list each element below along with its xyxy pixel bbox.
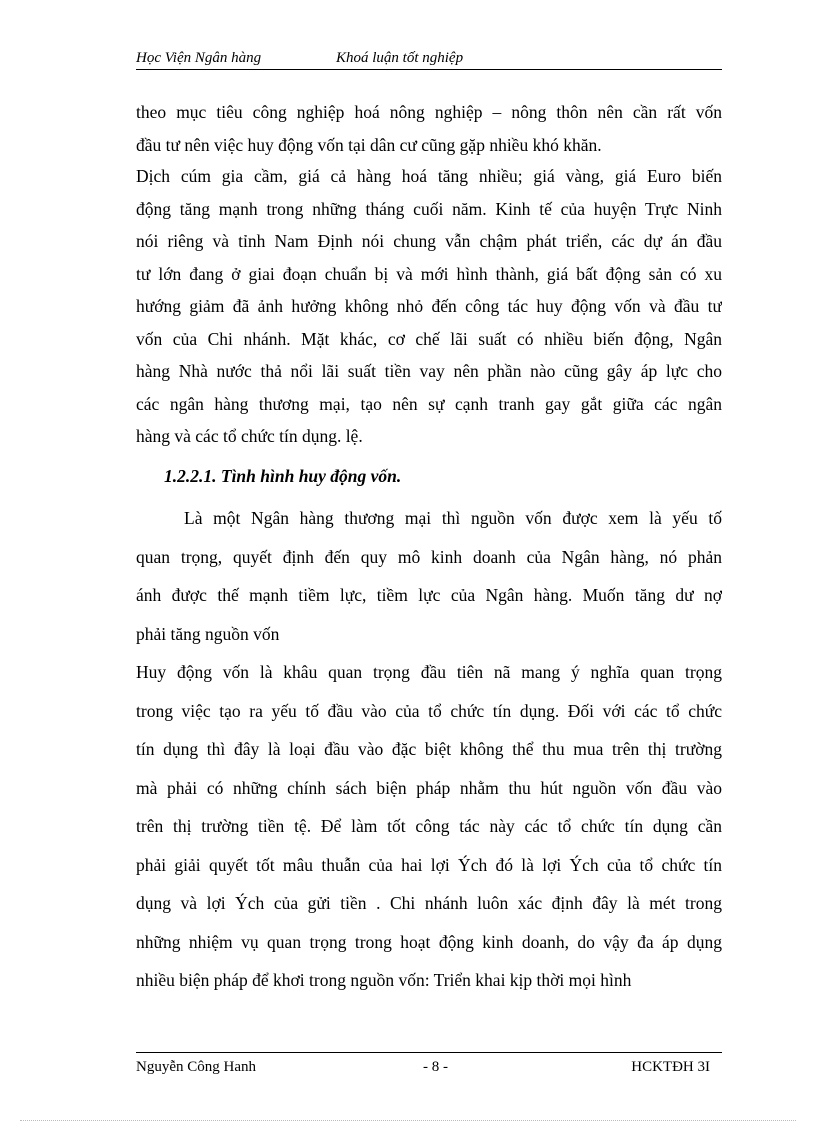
paragraph-line: phải tăng nguồn vốn [136,623,280,644]
paragraph-4 [136,653,722,1000]
paragraph-line: vốn của Chi nhánh. Mặt khác, cơ chế lãi suất có nhiều biến động, Ngân [136,328,722,349]
paragraph-3 [136,499,722,653]
section-heading: 1.2.2.1. Tình hình huy động vốn. [164,466,402,486]
page-bottom-divider [20,1120,796,1121]
paragraph-line: động tăng mạnh trong những tháng cuối năm. Kinh tế của huyện Trực Ninh [136,198,722,219]
paragraph-line: theo mục tiêu công nghiệp hoá nông nghiệp – nông thôn nên cần rất vốn [136,102,722,122]
paragraph-line: tư lớn đang ở giai đoạn chuẩn bị và mới hình thành, giá bất động sản có xu [136,263,722,284]
paragraph-line: hàng Nhà nước thả nổi lãi suất tiền vay nên phần nào cũng gây áp lực cho [136,361,722,381]
paragraph-line: Dịch cúm gia cầm, giá cả hàng hoá tăng nhiều; giá vàng, giá Euro biến [136,166,722,186]
paragraph-line: nhiều biện pháp để khơi trong nguồn vốn: Triển khai kịp thời mọi hình [136,970,632,990]
paragraph-line: quan trọng, quyết định đến quy mô kinh doanh của Ngân hàng, nó phản [136,546,722,567]
paragraph-line: những nhiệm vụ quan trọng trong hoạt động kinh doanh, do vậy đa áp dụng [136,931,722,952]
paragraph-line: phải giải quyết tốt mâu thuẫn của hai lợi Ých đó là lợi Ých của tổ chức tín [136,854,722,875]
paragraph-line: Là một Ngân hàng thương mại thì nguồn vốn được xem là yếu tố [184,508,722,528]
footer-author: Nguyễn Công Hanh [136,1059,256,1075]
page-footer [136,1052,722,1077]
paragraph-1 [136,96,722,161]
paragraph-line: ánh được thế mạnh tiềm lực, tiềm lực của Ngân hàng. Muốn tăng dư nợ [136,585,722,605]
paragraph-line: mà phải có những chính sách biện pháp nhằm thu hút nguồn vốn đầu vào [136,777,722,798]
paragraph-line: tín dụng thì đây là loại đầu vào đặc biệt không thể thu mua trên thị trường [136,739,722,759]
paragraph-line: Huy động vốn là khâu quan trọng đầu tiên nã mang ý nghĩa quan trọng [136,662,722,682]
paragraph-line: đầu tư nên việc huy động vốn tại dân cư cũng gặp nhiều khó khăn. [136,134,602,155]
paragraph-line: hàng và các tổ chức tín dụng. lệ. [136,426,363,446]
page-header [136,49,722,70]
paragraph-line: trong việc tạo ra yếu tố đầu vào của tổ chức tín dụng. Đối với các tổ chức [136,700,722,721]
paragraph-line: hướng giảm đã ảnh hưởng không nhỏ đến công tác huy động vốn và đầu tư [136,296,722,316]
paragraph-2 [136,160,722,453]
paragraph-line: trên thị trường tiền tệ. Để làm tốt công tác này các tổ chức tín dụng cần [136,816,722,836]
footer-page-number: - 8 - [423,1059,448,1075]
paragraph-line: các ngân hàng thương mại, tạo nên sự cạnh tranh gay gắt giữa các ngân [136,393,722,414]
paragraph-line: nói riêng và tỉnh Nam Định nói chung vẫn chậm phát triển, các dự án đầu [136,231,722,251]
header-institution: Học Viện Ngân hàng [136,50,262,66]
paragraph-line: dụng và lợi Ých của gửi tiền . Chi nhánh luôn xác định đây là mét trong [136,893,722,913]
header-doc-type: Khoá luận tốt nghiệp [336,50,464,66]
footer-class-code: HCKTĐH 3I [631,1059,710,1075]
